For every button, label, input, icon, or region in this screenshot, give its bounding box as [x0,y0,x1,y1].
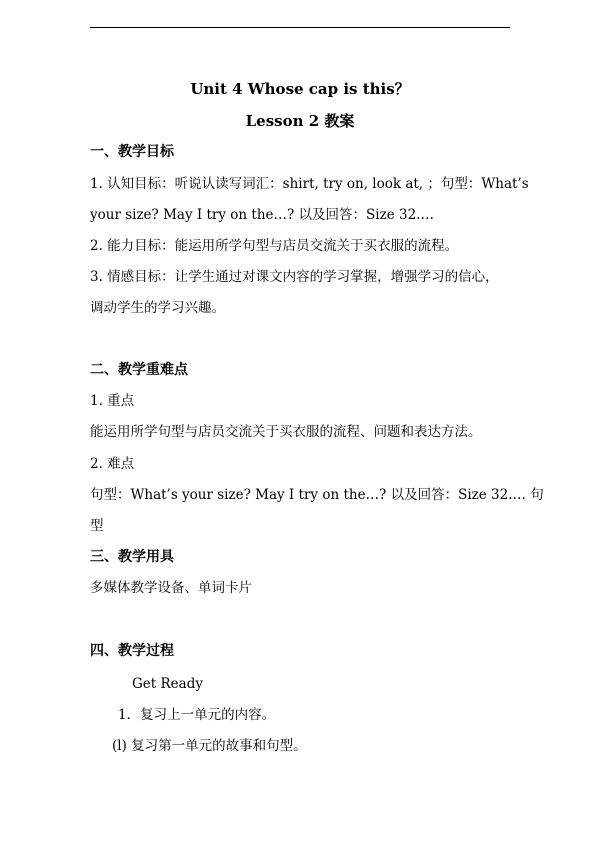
objectives-line-1: 1. 认知目标：听说认读写词汇：shirt, try on, look at, ；句型：What’s [90,176,529,192]
objectives-line-2: your size? May I try on the…? 以及回答：Size 32.… [90,207,434,223]
key-points-line-3: 2. 难点 [90,456,135,472]
key-points-line-1: 1. 重点 [90,393,135,409]
process-line-1: Get Ready [132,676,203,692]
process-line-3: (l) 复习第一单元的故事和句型。 [112,738,307,754]
document-title: Unit 4 Whose cap is this？ [190,80,410,98]
section-heading-key-points: 二、教学重难点 [90,362,188,378]
section-heading-tools: 三、教学用具 [90,549,174,565]
process-line-2: 1．复习上一单元的内容。 [118,707,276,723]
document-subtitle: Lesson 2 教案 [245,112,355,130]
objectives-line-5: 调动学生的学习兴趣。 [90,300,225,316]
key-points-line-5: 型 [90,518,104,534]
objectives-line-3: 2. 能力目标：能运用所学句型与店员交流关于买衣服的流程。 [90,238,459,254]
header-rule [90,27,510,28]
section-heading-objectives: 一、教学目标 [90,144,174,160]
key-points-line-4: 句型：What’s your size? May I try on the…? 以及回答：Size 32.… 句 [90,487,544,503]
key-points-line-2: 能运用所学句型与店员交流关于买衣服的流程、问题和表达方法。 [90,424,482,440]
tools-line-1: 多媒体教学设备、单词卡片 [90,580,252,596]
objectives-line-4: 3. 情感目标：让学生通过对课文内容的学习掌握，增强学习的信心， [90,269,499,285]
section-heading-process: 四、教学过程 [90,643,174,659]
